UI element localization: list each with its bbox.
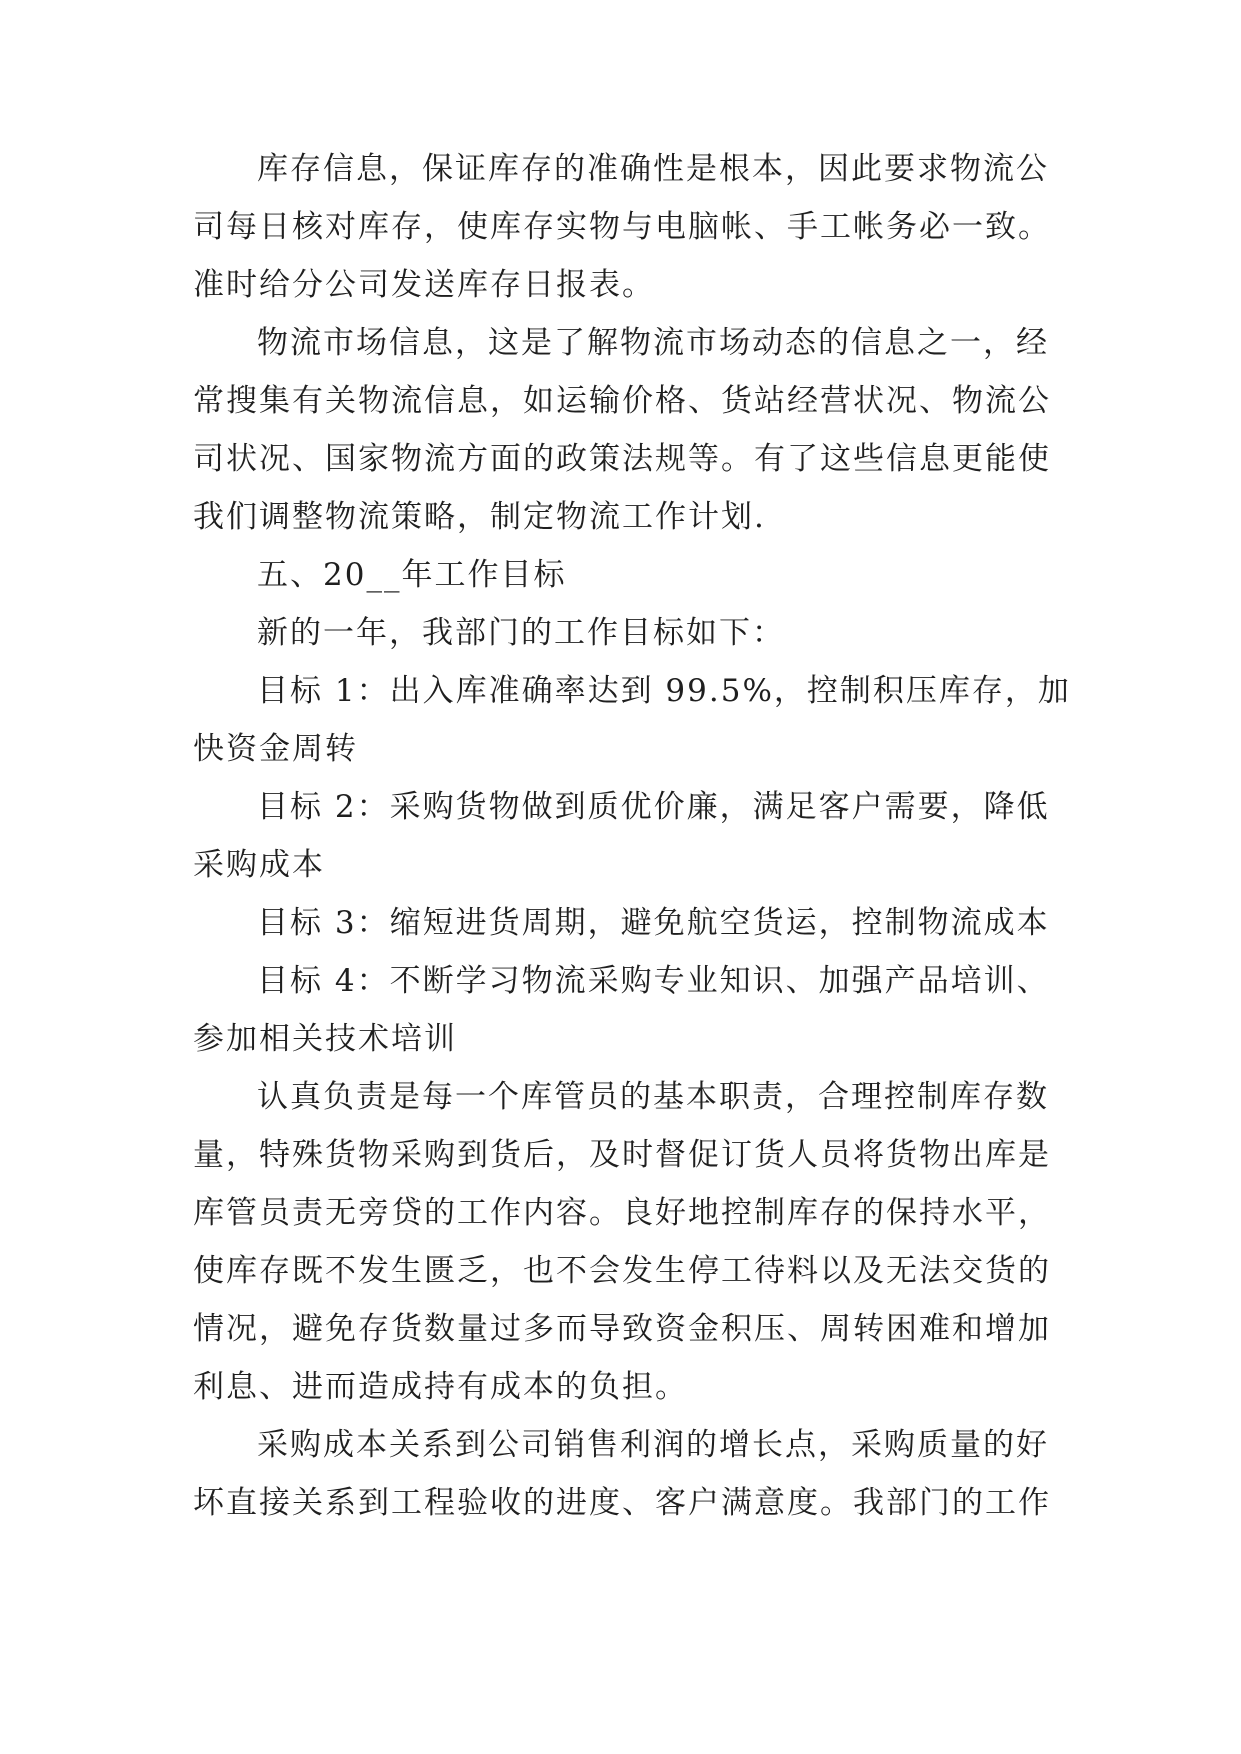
document-body bbox=[193, 140, 1073, 1532]
section-heading: 五、20__年工作目标 bbox=[257, 557, 567, 593]
text-line: 新的一年，我部门的工作目标如下： bbox=[257, 615, 785, 651]
text-line: 物流市场信息，这是了解物流市场动态的信息之一，经 bbox=[257, 325, 1049, 361]
text-line: 库存信息，保证库存的准确性是根本，因此要求物流公 bbox=[257, 151, 1049, 187]
text-line: 采购成本 bbox=[193, 847, 325, 883]
goal-line: 目标 2：采购货物做到质优价廉，满足客户需要，降低 bbox=[257, 789, 1050, 825]
text-line: 准时给分公司发送库存日报表。 bbox=[193, 267, 655, 303]
goal-line: 目标 4：不断学习物流采购专业知识、加强产品培训、 bbox=[257, 963, 1050, 999]
text-line: 利息、进而造成持有成本的负担。 bbox=[193, 1369, 688, 1405]
text-line: 情况，避免存货数量过多而导致资金积压、周转困难和增加 bbox=[193, 1311, 1051, 1347]
text-line: 参加相关技术培训 bbox=[193, 1021, 457, 1057]
text-line: 采购成本关系到公司销售利润的增长点，采购质量的好 bbox=[257, 1427, 1049, 1463]
text-line: 库管员责无旁贷的工作内容。良好地控制库存的保持水平， bbox=[193, 1195, 1051, 1231]
text-line: 司状况、国家物流方面的政策法规等。有了这些信息更能使 bbox=[193, 441, 1051, 477]
text-line: 坏直接关系到工程验收的进度、客户满意度。我部门的工作 bbox=[193, 1485, 1051, 1521]
text-line: 司每日核对库存，使库存实物与电脑帐、手工帐务必一致。 bbox=[193, 209, 1051, 245]
goal-line: 目标 3：缩短进货周期，避免航空货运，控制物流成本 bbox=[257, 905, 1050, 941]
text-line: 使库存既不发生匮乏，也不会发生停工待料以及无法交货的 bbox=[193, 1253, 1051, 1289]
goal-line: 目标 1：出入库准确率达到 99.5%，控制积压库存，加 bbox=[257, 673, 1071, 709]
text-line: 我们调整物流策略，制定物流工作计划. bbox=[193, 499, 766, 535]
text-line: 快资金周转 bbox=[193, 731, 358, 767]
text-line: 认真负责是每一个库管员的基本职责，合理控制库存数 bbox=[257, 1079, 1049, 1115]
text-line: 常搜集有关物流信息，如运输价格、货站经营状况、物流公 bbox=[193, 383, 1051, 419]
text-line: 量，特殊货物采购到货后，及时督促订货人员将货物出库是 bbox=[193, 1137, 1051, 1173]
